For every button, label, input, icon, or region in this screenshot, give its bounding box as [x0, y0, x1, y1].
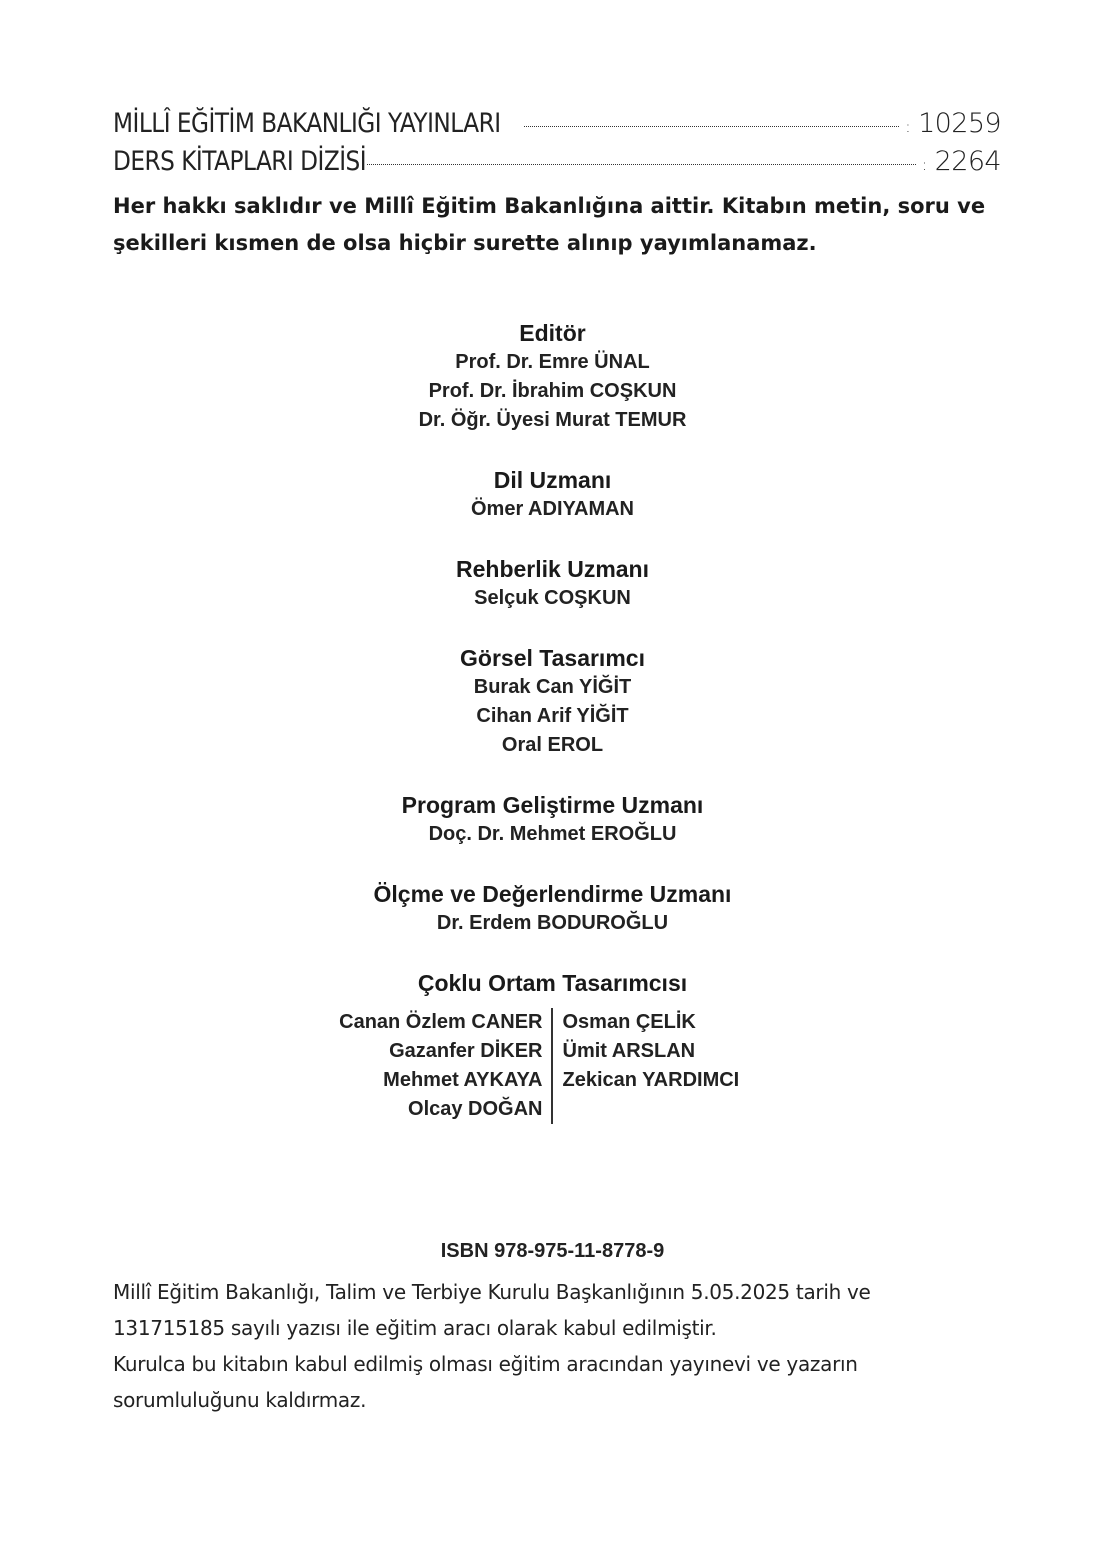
- series-row-publications: [113, 108, 1001, 146]
- credit-group-editor: [0, 318, 1105, 435]
- credit-group-visual-designer: [0, 643, 1105, 760]
- credit-name: Mehmet AYKAYA: [383, 1069, 543, 1091]
- credit-name: Cihan Arif YİĞİT: [476, 705, 629, 727]
- credit-group-assessment-expert: [0, 879, 1105, 938]
- dot-leader: [367, 163, 916, 165]
- credit-name: Osman ÇELİK: [562, 1011, 696, 1033]
- approval-notice: [113, 1274, 993, 1418]
- credit-name: Dr. Öğr. Üyesi Murat TEMUR: [418, 409, 687, 431]
- credit-name: Canan Özlem CANER: [339, 1011, 543, 1033]
- credit-name: Prof. Dr. Emre ÜNAL: [455, 351, 650, 373]
- multimedia-columns: [0, 1008, 1105, 1124]
- credit-group-language-expert: [0, 465, 1105, 524]
- credits-section: [0, 318, 1105, 1028]
- series-number: 2264: [934, 146, 1001, 177]
- colon-separator: :: [921, 155, 927, 174]
- copyright-notice: [113, 188, 993, 262]
- credit-title: Rehberlik Uzmanı: [456, 556, 649, 582]
- multimedia-right-column: [553, 1008, 808, 1124]
- copyright-line: Her hakkı saklıdır ve Millî Eğitim Bakanlığına aittir. Kitabın metin, soru ve: [113, 194, 986, 218]
- series-row-textbooks: [113, 146, 1001, 184]
- credit-name: Selçuk COŞKUN: [474, 587, 631, 609]
- publication-series: [113, 108, 1001, 184]
- credit-name: Olcay DOĞAN: [408, 1098, 543, 1120]
- series-number: 10259: [918, 108, 1001, 139]
- credit-name: Dr. Erdem BODUROĞLU: [436, 912, 669, 934]
- credit-title: Editör: [519, 320, 586, 346]
- credit-name: Ümit ARSLAN: [562, 1040, 696, 1062]
- approval-line: sorumluluğunu kaldırmaz.: [113, 1388, 367, 1412]
- credit-name: Gazanfer DİKER: [389, 1040, 543, 1062]
- credit-title: Program Geliştirme Uzmanı: [401, 792, 704, 818]
- credit-group-guidance-expert: [0, 554, 1105, 613]
- multimedia-left-column: [298, 1008, 553, 1124]
- colon-separator: :: [905, 117, 911, 136]
- credit-name: Doç. Dr. Mehmet EROĞLU: [428, 823, 677, 845]
- credit-title: Dil Uzmanı: [493, 467, 612, 493]
- credit-name: Burak Can YİĞİT: [473, 676, 632, 698]
- dot-leader: [524, 125, 900, 127]
- credit-name: Ömer ADIYAMAN: [471, 498, 634, 520]
- approval-line: Kurulca bu kitabın kabul edilmiş olması eğitim aracından yayınevi ve yazarın: [113, 1352, 858, 1376]
- credit-title: Görsel Tasarımcı: [460, 645, 645, 671]
- copyright-line: şekilleri kısmen de olsa hiçbir surette alınıp yayımlanamaz.: [113, 231, 817, 255]
- credit-name: Oral EROL: [501, 734, 604, 756]
- credit-title: Ölçme ve Değerlendirme Uzmanı: [373, 881, 732, 907]
- approval-line: Millî Eğitim Bakanlığı, Talim ve Terbiye Kurulu Başkanlığının 5.05.2025 tarih ve: [113, 1280, 871, 1304]
- approval-line: 131715185 sayılı yazısı ile eğitim aracı olarak kabul edilmiştir.: [113, 1316, 717, 1340]
- credit-name: Zekican YARDIMCI: [562, 1069, 740, 1091]
- credit-title: Çoklu Ortam Tasarımcısı: [417, 970, 688, 996]
- series-label: DERS KİTAPLARI DİZİSİ: [113, 146, 367, 177]
- credit-name: Prof. Dr. İbrahim COŞKUN: [428, 380, 677, 402]
- series-label: MİLLÎ EĞİTİM BAKANLIĞI YAYINLARI: [113, 108, 501, 139]
- credit-group-multimedia: [0, 968, 1105, 998]
- isbn: ISBN 978-975-11-8778-9: [440, 1240, 665, 1262]
- credit-group-program-development: [0, 790, 1105, 849]
- multimedia-designers: [0, 1008, 1105, 1124]
